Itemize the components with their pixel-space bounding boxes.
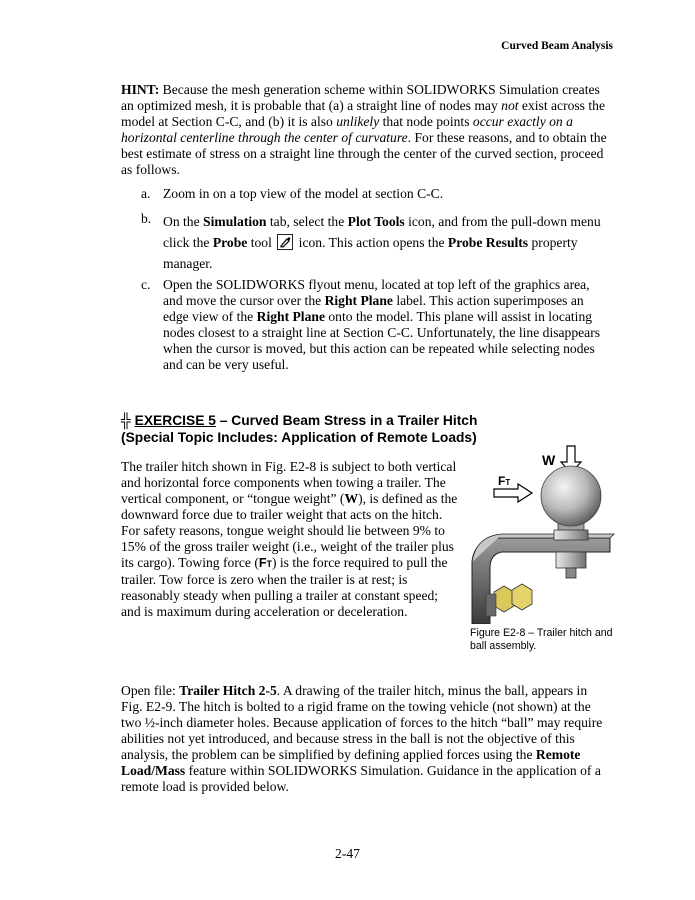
- step-b-text: [163, 211, 611, 274]
- figure-ft-label: [498, 474, 510, 488]
- trailer-t2: ), is defined as the downward force due to trailer weight that acts on the hitch. For safety reasons, tongue weight should lie between 9% to 15% of the gross trailer weight (i.e., weight of the trailer plus its cargo). Towing force (: [121, 491, 458, 570]
- exercise-title: – Curved Beam Stress in a Trailer Hitch: [215, 413, 478, 428]
- step-b-t6: property manager.: [163, 235, 578, 271]
- hint-not: not: [501, 98, 519, 113]
- figure-w-label: W: [542, 452, 556, 468]
- running-header: Curved Beam Analysis: [501, 40, 613, 52]
- open-file-paragraph: [121, 683, 610, 795]
- step-c-text: [163, 277, 611, 373]
- hint-text-2: exist across the model at Section C-C, and (b) it is also: [121, 98, 605, 129]
- probe-tool-icon: [277, 234, 293, 250]
- open-file-t1: Open file:: [121, 683, 180, 698]
- figure-ft-sub: T: [505, 478, 511, 487]
- figure-caption: Figure E2-8 – Trailer hitch and ball assembly.: [470, 627, 613, 652]
- hint-paragraph: [121, 82, 609, 178]
- exercise-subtitle: (Special Topic Includes: Application of Remote Loads): [121, 430, 477, 445]
- trailer-ft: [259, 556, 272, 570]
- step-b-t3: icon, and from the pull-down menu click the: [163, 214, 601, 250]
- step-b-probe-results: Probe Results: [447, 235, 529, 250]
- step-c-t1: Open the SOLIDWORKS flyout menu, located at top left of the graphics area, and move the cursor over the: [163, 277, 590, 308]
- exercise-icon: ╬: [121, 413, 131, 428]
- step-b-t5: icon. This action opens the: [295, 235, 448, 250]
- hint-label: HINT:: [121, 82, 160, 97]
- ball-nut: [556, 552, 586, 568]
- figure-ft-main: F: [498, 474, 506, 488]
- trailer-t3: ) is the force required to pull the trailer. Tow force is zero when the trailer is at rest; is reasonably steady when pulling a trailer at constant speed; and is maximum during acceleration or deceleration.: [121, 555, 448, 619]
- ball-stud: [566, 568, 576, 578]
- step-c-t3: onto the model. This plane will assist in locating nodes closest to a straight line at Section C-C. Unfortunately, the line disappears when the cursor is moved, but this action can be repeated while selecting nodes and can be very useful.: [163, 309, 601, 372]
- step-b-simulation: Simulation: [203, 214, 267, 229]
- step-c-right-plane-1: Right Plane: [324, 293, 393, 308]
- step-b-t4: tool: [247, 235, 276, 250]
- exercise-heading: [121, 412, 477, 429]
- open-file-t2: . A drawing of the trailer hitch, minus the ball, appears in Fig. E2-9. The hitch is bolted to a rigid frame on the towing vehicle (not shown) at the two ½-inch diameter holes. Because application of forces to the hitch “ball” may require abilities not yet introduced, and because stress in the ball is not the objective of this analysis, the problem can be simplified by defining applied forces using the: [121, 683, 603, 762]
- step-b-t1: On the: [163, 214, 204, 229]
- trailer-ft-main: F: [258, 556, 267, 570]
- step-b-probe: Probe: [212, 235, 248, 250]
- open-file-t3: feature within SOLIDWORKS Simulation. Guidance in the application of a remote load is provided below.: [121, 763, 601, 794]
- trailer-paragraph: [121, 459, 461, 620]
- ball-base: [554, 530, 588, 540]
- page-number: 2-47: [335, 846, 360, 861]
- trailer-hitch-figure: [462, 444, 622, 624]
- step-b-t2: tab, select the: [266, 214, 348, 229]
- step-a-letter: a.: [141, 186, 151, 201]
- trailer-w: W: [344, 491, 359, 506]
- exercise-number: EXERCISE 5: [134, 413, 216, 428]
- hint-unlikely: unlikely: [336, 114, 380, 129]
- trailer-t1: The trailer hitch shown in Fig. E2-8 is subject to both vertical and horizontal force components when towing a trailer. The vertical component, or “tongue weight” (: [121, 459, 457, 506]
- trailer-ft-sub: T: [266, 559, 272, 569]
- hitch-ball: [541, 466, 601, 526]
- step-c-t2: label. This action superimposes an edge view of the: [163, 293, 584, 324]
- open-file-filename: Trailer Hitch 2-5: [179, 683, 277, 698]
- step-c-right-plane-2: Right Plane: [256, 309, 325, 324]
- hint-italic-phrase: occur exactly on a horizontal centerline through the center of curvature: [121, 114, 573, 145]
- hint-text-4: . For these reasons, and to obtain the best estimate of stress on a straight line through the center of the curved section, proceed as follows.: [121, 130, 607, 177]
- step-a-text: Zoom in on a top view of the model at section C-C.: [163, 186, 444, 201]
- hint-text-1: Because the mesh generation scheme within SOLIDWORKS Simulation creates an optimized mesh, it is probable that (a) a straight line of nodes may: [121, 82, 600, 113]
- step-b-plot-tools: Plot Tools: [347, 214, 405, 229]
- mounting-nuts: [486, 584, 532, 616]
- step-b-letter: b.: [141, 211, 152, 226]
- hitch-drawing: [462, 444, 622, 624]
- open-file-remote: Remote Load/Mass: [121, 747, 581, 778]
- step-c-letter: c.: [141, 277, 151, 292]
- hint-text-3: that node points: [379, 114, 473, 129]
